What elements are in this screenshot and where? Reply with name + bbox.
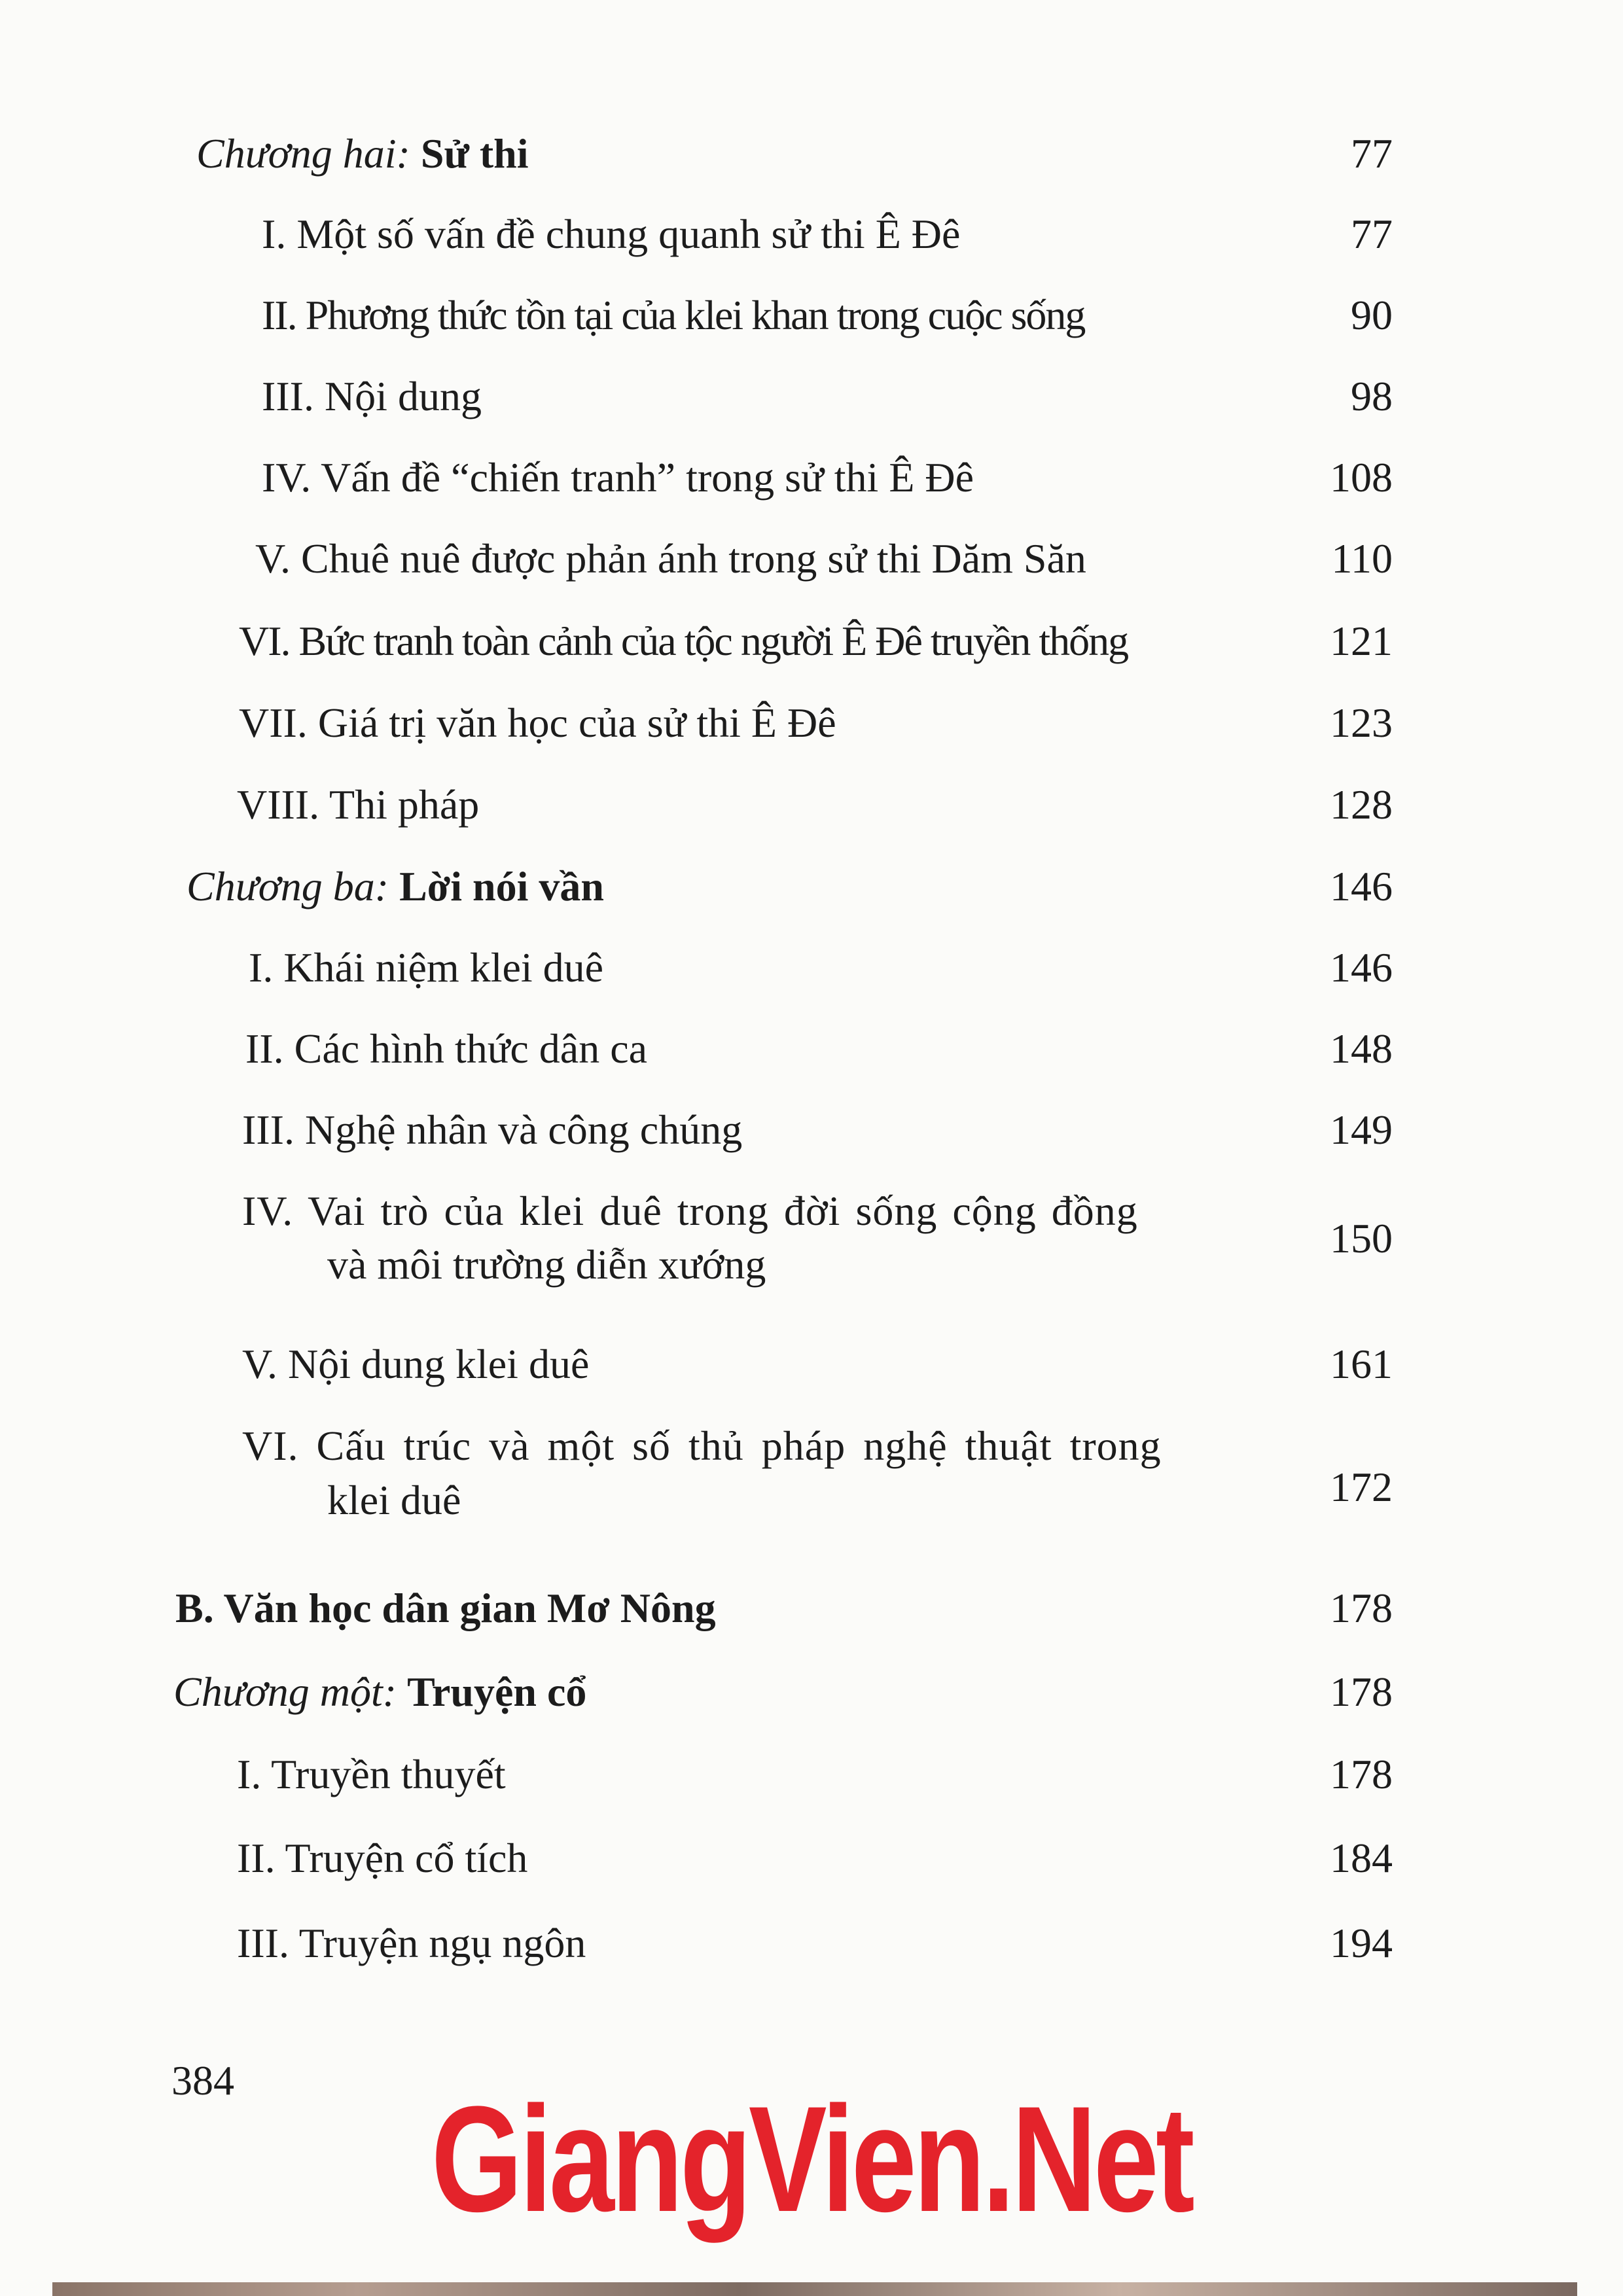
scan-edge-strip (52, 2282, 1577, 2296)
toc-entry-text: V. Chuê nuê được phản ánh trong sử thi Dăm Săn (255, 535, 1086, 582)
chapter-title: Lời nói vần (399, 863, 604, 910)
toc-page-number: 184 (1330, 1835, 1393, 1881)
toc-entry-text: IV. Vai trò của klei duê trong đời sống cộng đồng (242, 1188, 1138, 1234)
toc-page-number: 121 (1330, 618, 1393, 664)
toc-page-number: 98 (1351, 373, 1393, 419)
toc-page-number: 148 (1330, 1025, 1393, 1072)
toc-page-number: 149 (1330, 1106, 1393, 1153)
toc-chapter-label (196, 128, 529, 180)
toc-entry-text: VI. Bức tranh toàn cảnh của tộc người Ê Đê truyền thống (239, 618, 1128, 664)
chapter-prefix: Chương ba: (187, 863, 389, 910)
toc-entry-text: II. Truyện cổ tích (237, 1835, 528, 1881)
toc-entry-continuation: klei duê (327, 1477, 461, 1523)
toc-page-number: 146 (1330, 863, 1393, 910)
toc-entry-text: II. Phương thức tồn tại của klei khan trong cuộc sống (262, 292, 1085, 338)
toc-page-number: 77 (1351, 130, 1393, 177)
toc-entry-text: I. Truyền thuyết (237, 1751, 506, 1797)
toc-page-number: 128 (1330, 781, 1393, 828)
chapter-prefix: Chương hai: (196, 130, 410, 177)
toc-page-number: 77 (1351, 211, 1393, 257)
toc-entry-text: V. Nội dung klei duê (242, 1341, 590, 1387)
toc-page-number: 146 (1330, 944, 1393, 991)
toc-entry-text: III. Nghệ nhân và công chúng (242, 1106, 743, 1153)
chapter-title: Sử thi (420, 130, 529, 177)
toc-page-number: 161 (1330, 1341, 1393, 1387)
toc-page-number: 123 (1330, 699, 1393, 746)
toc-entry-text: III. Truyện ngụ ngôn (237, 1920, 586, 1966)
toc-entry-text: I. Khái niệm klei duê (249, 944, 604, 991)
toc-entry-text: IV. Vấn đề “chiến tranh” trong sử thi Ê Đê (262, 454, 974, 501)
toc-entry-text: VIII. Thi pháp (237, 781, 480, 828)
toc-page-number: 178 (1330, 1669, 1393, 1715)
toc-page-number: 172 (1330, 1464, 1393, 1510)
toc-page-number: 108 (1330, 454, 1393, 501)
page-number: 384 (171, 2057, 234, 2104)
toc-page-number: 110 (1331, 535, 1393, 582)
chapter-title: Truyện cổ (407, 1669, 587, 1715)
toc-chapter-label (187, 860, 604, 913)
toc-page-number: 194 (1330, 1920, 1393, 1966)
toc-entry-text: I. Một số vấn đề chung quanh sử thi Ê Đê (262, 211, 961, 257)
toc-entry-text: VI. Cấu trúc và một số thủ pháp nghệ thuật trong (242, 1422, 1162, 1469)
toc-chapter-label (173, 1666, 586, 1718)
toc-entry-text: II. Các hình thức dân ca (245, 1025, 647, 1072)
toc-page-number: 178 (1330, 1585, 1393, 1631)
toc-page-number: 90 (1351, 292, 1393, 338)
toc-entry-continuation: và môi trường diễn xướng (327, 1241, 766, 1288)
toc-section-title: B. Văn học dân gian Mơ Nông (175, 1585, 716, 1631)
chapter-prefix: Chương một: (173, 1669, 397, 1715)
toc-page-number: 178 (1330, 1751, 1393, 1797)
watermark-logo: GiangVien.Net (431, 2075, 1192, 2243)
toc-page-number: 150 (1330, 1215, 1393, 1262)
toc-entry-text: VII. Giá trị văn học của sử thi Ê Đê (239, 699, 836, 746)
toc-entry-text: III. Nội dung (262, 373, 482, 419)
